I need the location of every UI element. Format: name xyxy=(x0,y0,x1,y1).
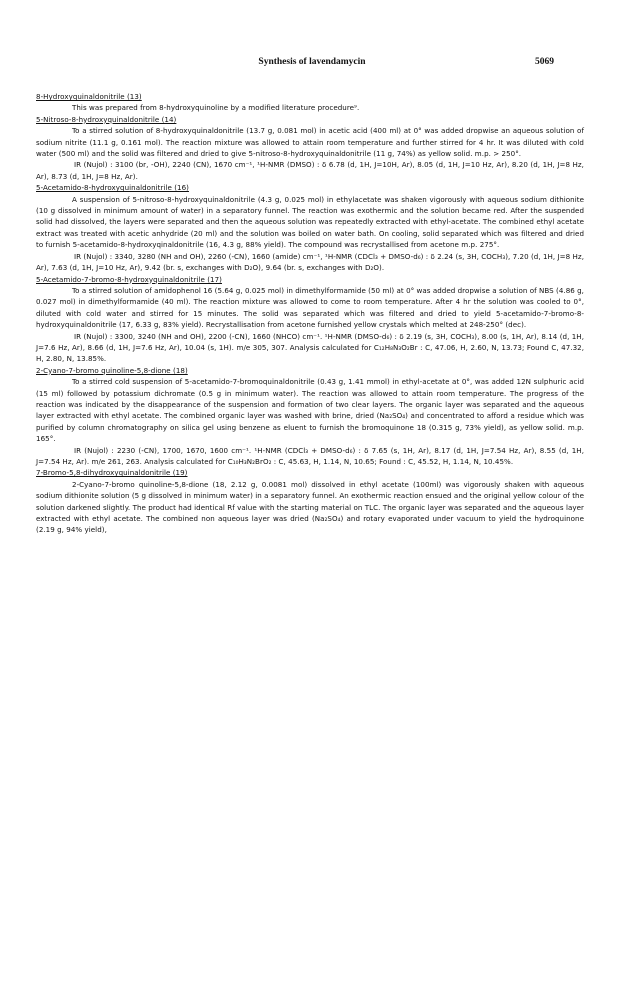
paragraph-13-prep: This was prepared from 8-hydroxyquinoline by a modified literature procedure⁹. xyxy=(72,103,360,113)
article-body xyxy=(36,91,584,536)
section-heading-16: 5-Acetamido-8-hydroxyquinaldonitrile (16) xyxy=(36,183,189,193)
section-heading-14: 5-Nitroso-8-hydroxyquinaldonitrile (14) xyxy=(36,114,177,124)
section-heading-17: 5-Acetamido-7-bromo-8-hydroxyquinaldonitrile (17) xyxy=(36,274,222,284)
running-header xyxy=(0,57,624,71)
section-heading-13: 8-Hydroxyquinaldonitrile (13) xyxy=(36,92,142,101)
paragraph-17-spectra: IR (Nujol) : 3300, 3240 (NH and OH), 2200 (-CN), 1660 (NHCO) cm⁻¹. ¹H-NMR (DMSO-d₆) : δ 2.19 (s, 3H, COCH₃), 8.00 (s, 1H, Ar), 8.14 (d, 1H, J=7.6 Hz, Ar), 8.66 (d, 1H, J=7.6 Hz, Ar), 10.04 (s, 1H). m/e 305, 307. Analysis calculated for C₁₂H₈N₃O₂Br : C, 47.06, H, 2.60, N, 13.73; Found C, 47.32, H, 2.80, N, 13.85%. xyxy=(36,331,584,364)
paragraph-16-spectra: IR (Nujol) : 3340, 3280 (NH and OH), 2260 (-CN), 1660 (amide) cm⁻¹, ¹H-NMR (CDCl₃ + DMSO-d₆) : δ 2.24 (s, 3H, COCH₃), 7.20 (d, 1H, J=8 Hz, Ar), 7.63 (d, 1H, J=10 Hz, Ar), 9.42 (br. s, exchanges with D₂O), 9.64 (br. s, exchanges with D₂O). xyxy=(36,251,584,273)
paragraph-17-procedure: To a stirred solution of amidophenol 16 (5.64 g, 0.025 mol) in dimethylformamide (50 ml) at 0° was added dropwise a solution of NBS (4.86 g, 0.027 mol) in dimethylformamide (40 ml). The reaction mixture was allowed to come to room temperature. After 4 hr the solution was cooled to 0°, diluted with cold water and stirred for 15 minutes. The solid was separated which was filtered and dried to yield 5-acetamido-7-bromo-8-hydroxyquinaldonitrile (17, 6.33 g, 83% yield). Recrystallisation from acetone furnished yellow crystals which melted at 248-250° (dec). xyxy=(36,285,584,330)
paragraph-19-procedure: 2-Cyano-7-bromo quinoline-5,8-dione (18, 2.12 g, 0.0081 mol) dissolved in ethyl acetate (100ml) was vigorously shaken with aqueous sodium dithionite solution (5 g dissolved in minimum water) in a separatory funnel. An exothermic reaction ensued and the original yellow colour of the solution darkened slightly. The product had identical Rf value with the starting material on TLC. The organic layer was separated and the aqueous layer extracted with ethyl acetate. The combined non aqueous layer was dried (Na₂SO₄) and rotary evaporated under vacuum to yield the hydroquinone (2.19 g, 94% yield), xyxy=(36,479,584,535)
page-number: 5069 xyxy=(535,57,554,67)
paragraph-14-spectra: IR (Nujol) : 3100 (br, -OH), 2240 (CN), 1670 cm⁻¹, ¹H-NMR (DMSO) : δ 6.78 (d, 1H, J=10H, Ar), 8.05 (d, 1H, J=10 Hz, Ar), 8.20 (d, 1H, J=8 Hz, Ar), 8.73 (d, 1H, J=8 Hz, Ar). xyxy=(36,160,584,181)
section-heading-18: 2-Cyano-7-bromo quinoline-5,8-dione (18) xyxy=(36,365,188,375)
section-heading-19: 7-Bromo-5,8-dihydroxyquinaldonitrile (19) xyxy=(36,468,188,478)
paragraph-18-procedure: To a stirred cold suspension of 5-acetamido-7-bromoquinaldonitrile (0.43 g, 1.41 mmol) in ethyl-acetate at 0°, was added 12N sulphuric acid (15 ml) followed by potassium dichromate (0.5 g in minimum water). The reaction was allowed to attain room temperature. The progress of the reaction was indicated by the disappearance of the suspension and formation of two clear layers. The organic layer was separated and the aqueous layer extracted with ethyl acetate. The combined organic layer was washed with brine, dried (Na₂SO₄) and concentrated to afford a residue which was purified by column chromatography on silica gel using benzene as eluent to furnish the bromoquinone 18 (0.315 g, 73% yield), as yellow solid. m.p. 165°. xyxy=(36,377,584,444)
paragraph-14-procedure: To a stirred solution of 8-hydroxyquinaldonitrile (13.7 g, 0.081 mol) in acetic acid (400 ml) at 0° was added dropwise an aqueous solution of sodium nitrite (11.1 g, 0.161 mol). The reaction mixture was allowed to attain room temperature and further stirred for 4 hr. It was diluted with cold water (500 ml) and the solid was filtered and dried to give 5-nitroso-8-hydroxyquinaldonitrile (11 g, 74%) as yellow solid. m.p. > 250°. xyxy=(36,126,584,159)
paragraph-18-spectra: IR (Nujol) : 2230 (-CN), 1700, 1670, 1600 cm⁻¹. ¹H-NMR (CDCl₃ + DMSO-d₆) : δ 7.65 (s, 1H, Ar), 8.17 (d, 1H, J=7.54 Hz, Ar), 8.55 (d, 1H, J=7.54 Hz, Ar). m/e 261, 263. Analysis calculated for C₁₀H₃N₂BrO₂ : C, 45.63, H, 1.14, N, 10.65; Found : C, 45.52, H, 1.14, N, 10.45%. xyxy=(36,445,584,466)
running-title: Synthesis of lavendamycin xyxy=(258,57,366,67)
paragraph-16-procedure: A suspension of 5-nitroso-8-hydroxyquinaldonitrile (4.3 g, 0.025 mol) in ethylacetate was shaken vigorously with aqueous sodium dithionite (10 g dissolved in minimum amount of water) in a separatory funnel. The reaction was exothermic and the solution became red. After the suspended solid had dissolved, the layers were separated and then the aqueous solution was repeatedly extracted with ethyl-acetate. The combined ethyl acetate extract was treated with acetic anhydride (20 ml) and the solution was boiled on water bath. On cooling, solid separated which was filtered and dried to furnish 5-acetamido-8-hydroxyqinaldonitrile (16, 4.3 g, 88% yield). The compound was recrystallised from acetone m.p. 275°. xyxy=(36,194,584,250)
